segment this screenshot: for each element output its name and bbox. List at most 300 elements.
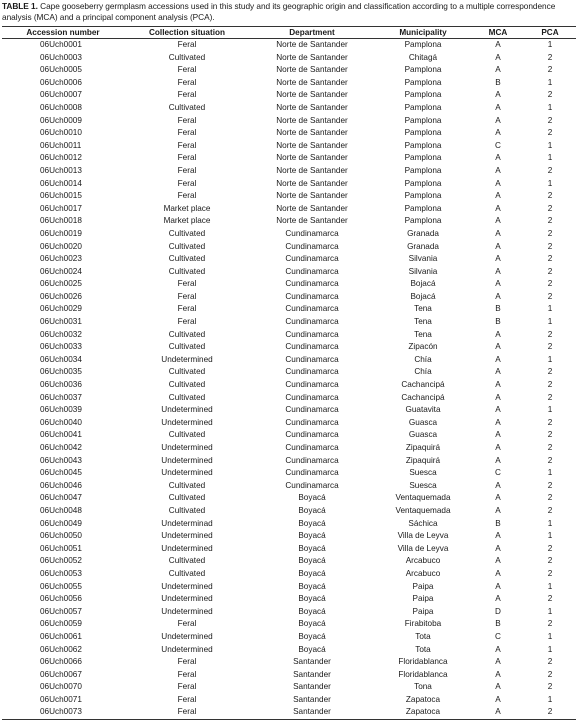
department-cell: Norte de Santander [276, 216, 348, 226]
department-cell: Boyacá [298, 594, 326, 604]
mca-cell: C [495, 468, 501, 478]
department-cell: Boyacá [298, 531, 326, 541]
municipality-cell: Floridablanca [398, 669, 448, 679]
municipality-cell: Zipacón [408, 342, 438, 352]
collection-situation-cell: Undetermined [161, 468, 213, 478]
table-row [2, 303, 576, 316]
municipality-cell: Cachancipá [401, 380, 445, 390]
department-cell: Cundinamarca [285, 254, 339, 264]
department-cell: Boyacá [298, 493, 326, 503]
pca-cell: 2 [547, 241, 553, 251]
department-cell: Cundinamarca [285, 354, 339, 364]
mca-cell: A [495, 191, 501, 201]
table-row [2, 417, 576, 430]
table-row [2, 253, 576, 266]
accession-number-cell: 06Uch0035 [40, 367, 82, 377]
collection-situation-cell: Undetermined [161, 405, 213, 415]
table-header [2, 27, 576, 39]
accession-number-cell: 06Uch0023 [40, 254, 82, 264]
department-cell: Cundinamarca [285, 405, 339, 415]
pca-cell: 1 [547, 354, 553, 364]
pca-cell: 2 [547, 594, 553, 604]
pca-cell: 2 [547, 417, 553, 427]
table-row [2, 341, 576, 354]
mca-cell: A [495, 279, 501, 289]
mca-cell: A [495, 657, 501, 667]
collection-situation-cell: Cultivated [168, 52, 206, 62]
mca-cell: A [495, 241, 501, 251]
pca-cell: 2 [547, 291, 553, 301]
department-cell: Cundinamarca [285, 291, 339, 301]
collection-situation-cell: Undetermined [161, 543, 213, 553]
collection-situation-cell: Undetermined [161, 594, 213, 604]
table-row [2, 669, 576, 682]
mca-cell: A [495, 128, 501, 138]
department-cell: Norte de Santander [276, 165, 348, 175]
pca-cell: 2 [547, 279, 553, 289]
table-body [2, 39, 576, 720]
municipality-cell: Cachancipá [401, 392, 445, 402]
mca-cell: A [495, 65, 501, 75]
mca-cell: A [495, 417, 501, 427]
department-cell: Cundinamarca [285, 430, 339, 440]
department-cell: Boyacá [298, 505, 326, 515]
pca-cell: 1 [547, 77, 553, 87]
mca-cell: A [495, 581, 501, 591]
collection-situation-cell: Cultivated [168, 329, 206, 339]
mca-cell: A [495, 342, 501, 352]
department-cell: Boyacá [298, 631, 326, 641]
municipality-cell: Tona [414, 682, 432, 692]
table-row [2, 429, 576, 442]
collection-situation-cell: Feral [177, 165, 197, 175]
pca-cell: 2 [547, 380, 553, 390]
pca-cell: 2 [547, 191, 553, 201]
collection-situation-cell: Undeterminad [161, 518, 213, 528]
collection-situation-cell: Cultivated [168, 505, 206, 515]
municipality-cell: Pamplona [404, 40, 442, 49]
collection-situation-cell: Feral [177, 669, 197, 679]
mca-cell: A [495, 216, 501, 226]
pca-cell: 1 [547, 644, 553, 654]
department-cell: Cundinamarca [285, 380, 339, 390]
accession-number-cell: 06Uch0009 [40, 115, 82, 125]
table-row [2, 455, 576, 468]
pca-cell: 2 [547, 493, 553, 503]
municipality-cell: Pamplona [404, 65, 442, 75]
department-cell: Cundinamarca [285, 342, 339, 352]
header-municipality: Municipality [374, 27, 472, 39]
table-row [2, 228, 576, 241]
table-row [2, 543, 576, 556]
pca-cell: 2 [547, 65, 553, 75]
table-row [2, 127, 576, 140]
municipality-cell: Pamplona [404, 128, 442, 138]
municipality-cell: Arcabuco [405, 556, 441, 566]
department-cell: Santander [293, 669, 331, 679]
accession-number-cell: 06Uch0041 [40, 430, 82, 440]
collection-situation-cell: Undetermined [161, 606, 213, 616]
table-row [2, 140, 576, 153]
table-row [2, 291, 576, 304]
department-cell: Cundinamarca [285, 228, 339, 238]
accession-number-cell: 06Uch0010 [40, 128, 82, 138]
header-collection-situation: Collection situation [124, 27, 250, 39]
mca-cell: B [495, 619, 501, 629]
accession-number-cell: 06Uch0019 [40, 228, 82, 238]
department-cell: Cundinamarca [285, 480, 339, 490]
pca-cell: 2 [547, 266, 553, 276]
pca-cell: 2 [547, 505, 553, 515]
mca-cell: A [495, 682, 501, 692]
table-row [2, 178, 576, 191]
collection-situation-cell: Feral [177, 279, 197, 289]
accession-number-cell: 06Uch0018 [40, 216, 82, 226]
accession-number-cell: 06Uch0012 [40, 153, 82, 163]
table-row [2, 152, 576, 165]
table-row [2, 316, 576, 329]
municipality-cell: Pamplona [404, 191, 442, 201]
pca-cell: 2 [547, 203, 553, 213]
table-row [2, 89, 576, 102]
department-cell: Santander [293, 682, 331, 692]
collection-situation-cell: Cultivated [168, 392, 206, 402]
table-row [2, 706, 576, 719]
department-cell: Cundinamarca [285, 241, 339, 251]
mca-cell: A [495, 40, 501, 49]
header-mca: MCA [472, 27, 524, 39]
mca-cell: A [495, 367, 501, 377]
pca-cell: 2 [547, 430, 553, 440]
department-cell: Boyacá [298, 543, 326, 553]
table-row [2, 442, 576, 455]
accessions-table [2, 26, 576, 720]
municipality-cell: Bojacá [410, 291, 436, 301]
municipality-cell: Chitagá [408, 52, 438, 62]
header-accession-number: Accession number [2, 27, 124, 39]
department-cell: Boyacá [298, 619, 326, 629]
pca-cell: 1 [547, 178, 553, 188]
pca-cell: 1 [547, 518, 553, 528]
accession-number-cell: 06Uch0051 [40, 543, 82, 553]
mca-cell: A [495, 102, 501, 112]
accession-number-cell: 06Uch0003 [40, 52, 82, 62]
table-row [2, 366, 576, 379]
table-row [2, 266, 576, 279]
pca-cell: 1 [547, 40, 553, 49]
mca-cell: A [495, 52, 501, 62]
accession-number-cell: 06Uch0011 [40, 140, 82, 150]
municipality-cell: Arcabuco [405, 568, 441, 578]
pca-cell: 2 [547, 669, 553, 679]
table-row [2, 165, 576, 178]
table-row [2, 631, 576, 644]
mca-cell: A [495, 392, 501, 402]
header-pca: PCA [524, 27, 576, 39]
municipality-cell: Chía [414, 354, 432, 364]
collection-situation-cell: Market place [163, 203, 211, 213]
municipality-cell: Pamplona [404, 115, 442, 125]
collection-situation-cell: Feral [177, 153, 197, 163]
department-cell: Norte de Santander [276, 153, 348, 163]
department-cell: Santander [293, 657, 331, 667]
mca-cell: A [495, 455, 501, 465]
caption-label: TABLE 1. [2, 1, 38, 11]
pca-cell: 2 [547, 165, 553, 175]
department-cell: Cundinamarca [285, 468, 339, 478]
municipality-cell: Guatavita [405, 405, 441, 415]
collection-situation-cell: Undetermined [161, 443, 213, 452]
mca-cell: A [495, 480, 501, 490]
pca-cell: 1 [547, 317, 553, 327]
municipality-cell: Zipaquirá [405, 455, 441, 465]
accession-number-cell: 06Uch0007 [40, 90, 82, 100]
table-row [2, 215, 576, 228]
table-row [2, 203, 576, 216]
mca-cell: A [495, 380, 501, 390]
accession-number-cell: 06Uch0046 [40, 480, 82, 490]
department-cell: Norte de Santander [276, 40, 348, 49]
collection-situation-cell: Undetermined [161, 631, 213, 641]
accession-number-cell: 06Uch0049 [40, 518, 82, 528]
municipality-cell: Granada [407, 241, 439, 251]
department-cell: Boyacá [298, 568, 326, 578]
municipality-cell: Sáchica [408, 518, 438, 528]
collection-situation-cell: Feral [124, 706, 250, 719]
table-row [2, 379, 576, 392]
pca-cell: 2 [547, 228, 553, 238]
municipality-cell: Granada [407, 228, 439, 238]
table-row [2, 467, 576, 480]
table-row [2, 354, 576, 367]
mca-cell: A [495, 543, 501, 553]
department-cell: Santander [293, 694, 331, 704]
collection-situation-cell: Feral [177, 317, 197, 327]
pca-cell: 1 [547, 606, 553, 616]
municipality-cell: Chía [414, 367, 432, 377]
table-row [2, 581, 576, 594]
accession-number-cell: 06Uch0061 [40, 631, 82, 641]
collection-situation-cell: Cultivated [168, 102, 206, 112]
municipality-cell: Pamplona [404, 178, 442, 188]
table-row [2, 593, 576, 606]
pca-cell: 2 [547, 455, 553, 465]
mca-cell: A [495, 178, 501, 188]
collection-situation-cell: Undetermined [161, 417, 213, 427]
collection-situation-cell: Feral [177, 178, 197, 188]
accession-number-cell: 06Uch0050 [40, 531, 82, 541]
table-row [2, 39, 576, 52]
department-cell: Boyacá [298, 606, 326, 616]
department-cell: Norte de Santander [276, 65, 348, 75]
mca-cell: B [495, 77, 501, 87]
table-row [2, 555, 576, 568]
accession-number-cell: 06Uch0045 [40, 468, 82, 478]
mca-cell: A [472, 706, 524, 719]
mca-cell: A [495, 90, 501, 100]
table-row [2, 505, 576, 518]
municipality-cell: Firabitoba [404, 619, 442, 629]
collection-situation-cell: Cultivated [168, 254, 206, 264]
municipality-cell: Silvania [408, 254, 438, 264]
pca-cell: 2 [547, 619, 553, 629]
accession-number-cell: 06Uch0067 [40, 669, 82, 679]
collection-situation-cell: Feral [177, 657, 197, 667]
pca-cell: 2 [547, 682, 553, 692]
department-cell: Boyacá [298, 518, 326, 528]
mca-cell: A [495, 153, 501, 163]
accession-number-cell: 06Uch0033 [40, 342, 82, 352]
accession-number-cell: 06Uch0066 [40, 657, 82, 667]
accession-number-cell: 06Uch0001 [40, 40, 82, 49]
accession-number-cell: 06Uch0029 [40, 304, 82, 314]
department-cell: Boyacá [298, 581, 326, 591]
table-row [2, 644, 576, 657]
collection-situation-cell: Feral [177, 65, 197, 75]
mca-cell: D [495, 606, 501, 616]
collection-situation-cell: Feral [177, 694, 197, 704]
collection-situation-cell: Cultivated [168, 556, 206, 566]
pca-cell: 2 [547, 568, 553, 578]
mca-cell: A [495, 266, 501, 276]
pca-cell: 1 [547, 468, 553, 478]
department-cell: Boyacá [298, 556, 326, 566]
pca-cell: 2 [524, 706, 576, 719]
table-row [2, 681, 576, 694]
accession-number-cell: 06Uch0034 [40, 354, 82, 364]
accession-number-cell: 06Uch0032 [40, 329, 82, 339]
department-cell: Cundinamarca [285, 443, 339, 452]
table-row [2, 606, 576, 619]
accession-number-cell: 06Uch0070 [40, 682, 82, 692]
department-cell: Norte de Santander [276, 178, 348, 188]
municipality-cell: Paipa [412, 606, 434, 616]
department-cell: Cundinamarca [285, 329, 339, 339]
mca-cell: A [495, 644, 501, 654]
mca-cell: A [495, 329, 501, 339]
table-row [2, 530, 576, 543]
table-row [2, 241, 576, 254]
collection-situation-cell: Feral [177, 90, 197, 100]
table-row [2, 77, 576, 90]
header-department: Department [250, 27, 374, 39]
accession-number-cell: 06Uch0013 [40, 165, 82, 175]
mca-cell: A [495, 291, 501, 301]
pca-cell: 2 [547, 392, 553, 402]
municipality-cell: Floridablanca [398, 657, 448, 667]
municipality-cell: Tena [414, 317, 432, 327]
collection-situation-cell: Undetermined [161, 644, 213, 654]
collection-situation-cell: Feral [177, 191, 197, 201]
mca-cell: A [495, 669, 501, 679]
accession-number-cell: 06Uch0014 [40, 178, 82, 188]
mca-cell: A [495, 115, 501, 125]
department-cell: Cundinamarca [285, 392, 339, 402]
mca-cell: A [495, 228, 501, 238]
municipality-cell: Pamplona [404, 216, 442, 226]
municipality-cell: Pamplona [404, 102, 442, 112]
municipality-cell: Zapatoca [405, 694, 441, 704]
mca-cell: A [495, 531, 501, 541]
pca-cell: 1 [547, 102, 553, 112]
municipality-cell: Silvania [408, 266, 438, 276]
pca-cell: 2 [547, 342, 553, 352]
mca-cell: A [495, 505, 501, 515]
mca-cell: A [495, 354, 501, 364]
municipality-cell: Villa de Leyva [397, 531, 449, 541]
department-cell: Cundinamarca [285, 317, 339, 327]
mca-cell: A [495, 493, 501, 503]
table-row [2, 618, 576, 631]
municipality-cell: Tota [415, 631, 431, 641]
accession-number-cell: 06Uch0071 [40, 694, 82, 704]
municipality-cell: Pamplona [404, 77, 442, 87]
collection-situation-cell: Feral [177, 291, 197, 301]
department-cell: Cundinamarca [285, 455, 339, 465]
municipality-cell: Guasca [408, 417, 438, 427]
pca-cell: 2 [547, 543, 553, 553]
table-row [2, 102, 576, 115]
collection-situation-cell: Cultivated [168, 568, 206, 578]
department-cell: Norte de Santander [276, 90, 348, 100]
accession-number-cell: 06Uch0052 [40, 556, 82, 566]
accession-number-cell: 06Uch0043 [40, 455, 82, 465]
accession-number-cell: 06Uch0039 [40, 405, 82, 415]
mca-cell: B [495, 317, 501, 327]
department-cell: Boyacá [298, 644, 326, 654]
municipality-cell: Paipa [412, 581, 434, 591]
accession-number-cell: 06Uch0025 [40, 279, 82, 289]
collection-situation-cell: Cultivated [168, 480, 206, 490]
table-row [2, 64, 576, 77]
accession-number-cell: 06Uch0024 [40, 266, 82, 276]
municipality-cell: Tena [414, 304, 432, 314]
pca-cell: 2 [547, 115, 553, 125]
table-row [2, 568, 576, 581]
table-row [2, 278, 576, 291]
table-caption [2, 0, 576, 23]
collection-situation-cell: Cultivated [168, 367, 206, 377]
collection-situation-cell: Cultivated [168, 493, 206, 503]
pca-cell: 1 [547, 304, 553, 314]
mca-cell: B [495, 518, 501, 528]
collection-situation-cell: Feral [177, 140, 197, 150]
mca-cell: A [495, 556, 501, 566]
collection-situation-cell: Cultivated [168, 342, 206, 352]
accession-number-cell: 06Uch0073 [2, 706, 124, 719]
accession-number-cell: 06Uch0037 [40, 392, 82, 402]
department-cell: Norte de Santander [276, 203, 348, 213]
pca-cell: 2 [547, 254, 553, 264]
accession-number-cell: 06Uch0026 [40, 291, 82, 301]
accession-number-cell: 06Uch0036 [40, 380, 82, 390]
mca-cell: C [495, 140, 501, 150]
department-cell: Norte de Santander [276, 77, 348, 87]
pca-cell: 1 [547, 153, 553, 163]
municipality-cell: Pamplona [404, 165, 442, 175]
table-row [2, 518, 576, 531]
department-cell: Cundinamarca [285, 417, 339, 427]
pca-cell: 2 [547, 329, 553, 339]
collection-situation-cell: Cultivated [168, 241, 206, 251]
collection-situation-cell: Market place [163, 216, 211, 226]
table-row [2, 694, 576, 707]
pca-cell: 2 [547, 443, 553, 452]
table-row [2, 404, 576, 417]
accession-number-cell: 06Uch0031 [40, 317, 82, 327]
municipality-cell: Zapatoca [374, 706, 472, 719]
mca-cell: A [495, 405, 501, 415]
